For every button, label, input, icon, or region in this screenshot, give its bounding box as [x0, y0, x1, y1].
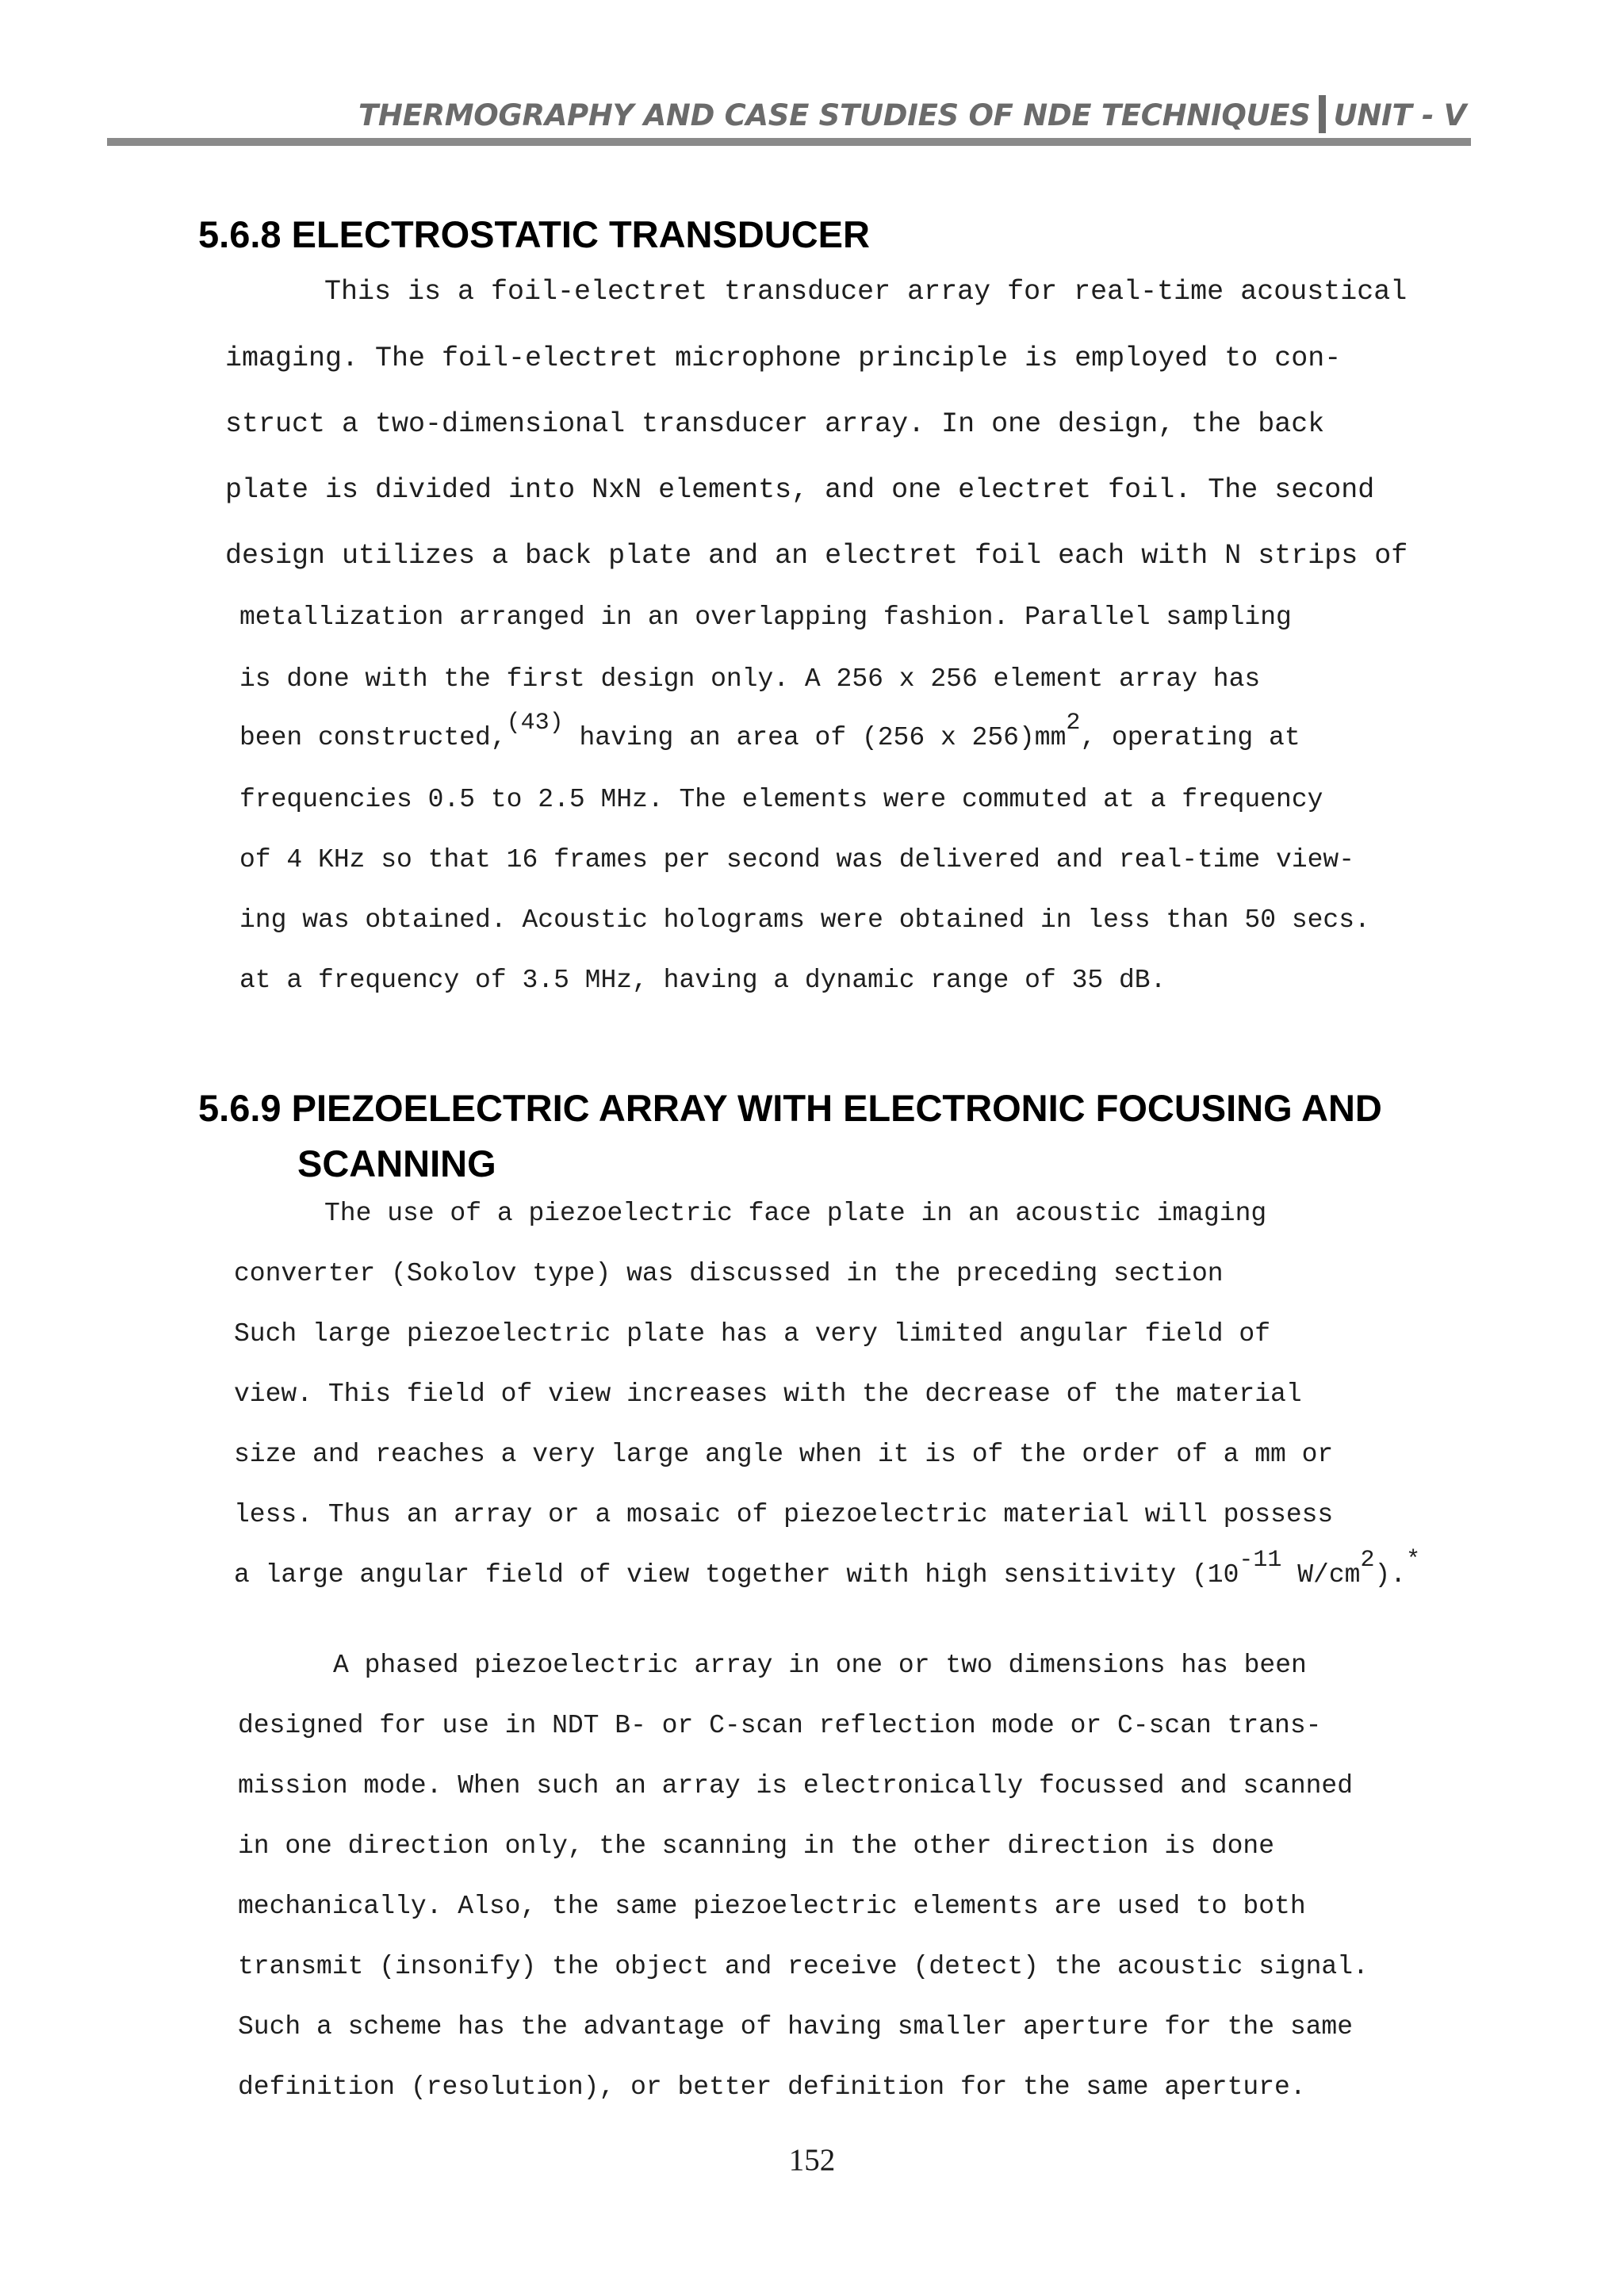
citation-superscript: (43) — [506, 710, 564, 737]
paragraph-line: transmit (insonify) the object and receive (detect) the acoustic signal. — [238, 1952, 1369, 1981]
paragraph-line: The use of a piezoelectric face plate in an acoustic imaging — [324, 1199, 1267, 1228]
paragraph-line: at a frequency of 3.5 MHz, having a dynamic range of 35 dB. — [239, 966, 1166, 995]
paragraph-line: struct a two-dimensional transducer array. In one design, the back — [225, 408, 1325, 440]
paragraph-line: Such large piezoelectric plate has a very limited angular field of — [234, 1319, 1271, 1349]
paragraph-line: Such a scheme has the advantage of having smaller aperture for the same — [238, 2012, 1354, 2042]
running-header — [358, 95, 1466, 133]
page-number: 152 — [788, 2143, 836, 2177]
paragraph-line: imaging. The foil-electret microphone principle is employed to con- — [225, 342, 1342, 374]
paragraph-line: view. This field of view increases with the decrease of the material — [234, 1380, 1302, 1409]
paragraph-line: in one direction only, the scanning in the other direction is done — [238, 1831, 1275, 1861]
superscript: -11 — [1239, 1547, 1282, 1574]
section-heading-piezoelectric: 5.6.9 PIEZOELECTRIC ARRAY WITH ELECTRONIC FOCUSING AND — [198, 1087, 1382, 1129]
section-heading-piezoelectric-cont: SCANNING — [297, 1142, 496, 1184]
paragraph-line: been constructed,(43) having an area of (256 x 256)mm2, operating at — [239, 710, 1300, 752]
superscript: 2 — [1360, 1547, 1375, 1574]
paragraph-line: converter (Sokolov type) was discussed in the preceding section — [234, 1259, 1224, 1288]
paragraph-line: definition (resolution), or better definition for the same aperture. — [238, 2072, 1306, 2102]
section-heading-electrostatic: 5.6.8 ELECTROSTATIC TRANSDUCER — [198, 213, 870, 255]
paragraph-line: metallization arranged in an overlapping fashion. Parallel sampling — [239, 603, 1292, 632]
paragraph-line: mechanically. Also, the same piezoelectric elements are used to both — [238, 1892, 1306, 1921]
paragraph-line: mission mode. When such an array is electronically focussed and scanned — [238, 1771, 1354, 1800]
paragraph-line: frequencies 0.5 to 2.5 MHz. The elements were commuted at a frequency — [239, 785, 1323, 814]
paragraph-line: of 4 KHz so that 16 frames per second was delivered and real-time view- — [239, 845, 1355, 874]
paragraph-line: a large angular field of view together with high sensitivity (10-11 W/cm2).* — [234, 1547, 1421, 1590]
paragraph-line: design utilizes a back plate and an electret foil each with N strips of — [225, 540, 1408, 572]
header-title: THERMOGRAPHY AND CASE STUDIES OF NDE TECHNIQUES — [358, 98, 1311, 132]
header-unit: UNIT - V — [1333, 98, 1466, 132]
paragraph-line: is done with the first design only. A 256 x 256 element array has — [239, 664, 1261, 694]
paragraph-line: plate is divided into NxN elements, and one electret foil. The second — [225, 474, 1375, 506]
superscript: 2 — [1066, 710, 1081, 737]
paragraph-line: ing was obtained. Acoustic holograms were obtained in less than 50 secs. — [239, 905, 1370, 935]
paragraph-line: A phased piezoelectric array in one or two dimensions has been — [333, 1651, 1307, 1680]
footnote-asterisk: * — [1406, 1547, 1421, 1574]
paragraph-line: designed for use in NDT B- or C-scan reflection mode or C-scan trans- — [238, 1711, 1322, 1740]
header-separator — [1319, 95, 1326, 133]
paragraph-line: size and reaches a very large angle when it is of the order of a mm or — [234, 1440, 1334, 1469]
header-rule — [107, 138, 1471, 146]
paragraph-line: This is a foil-electret transducer array for real-time acoustical — [324, 276, 1408, 308]
paragraph-line: less. Thus an array or a mosaic of piezoelectric material will possess — [234, 1500, 1334, 1529]
